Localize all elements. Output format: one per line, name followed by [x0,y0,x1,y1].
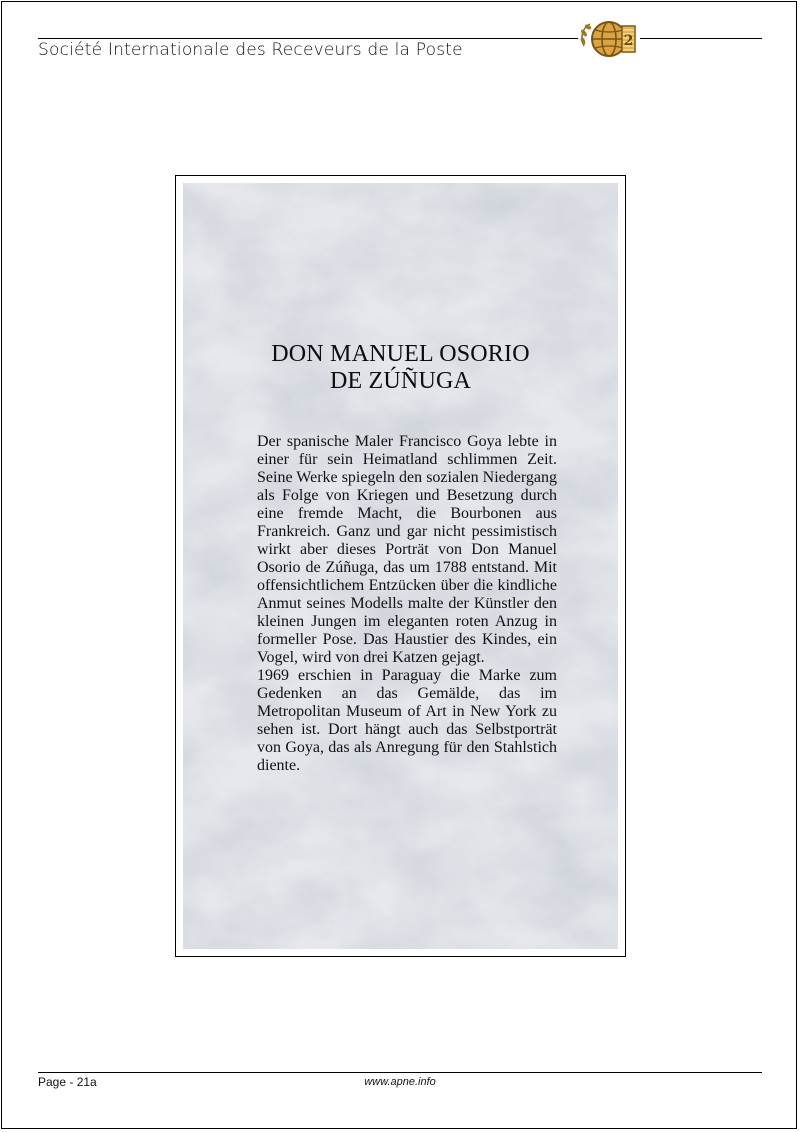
header-title: Société Internationale des Receveurs de la Poste [38,40,463,60]
article-title [183,341,618,395]
article-paragraph-1: Der spanische Maler Francisco Goya lebte in einer für sein Heimatland schlimmen Zeit. Seine Werke spiegeln den sozialen Niedergang als Folge von Kriegen und Besetzung durch eine fremde Macht, die Bourbonen aus Frankreich. Ganz und gar nicht pessimistisch wirkt aber dieses Porträt von Don Manuel Osorio de Zúñuga, das um 1788 entstand. Mit offensichtlichem Entzücken über die kindliche Anmut seines Modells malte der Künstler den kleinen Jungen im eleganten roten Anzug in formeller Pose. Das Haustier des Kindes, ein Vogel, wird von drei Katzen gejagt. [257,433,557,666]
page-number: Page - 21a [38,1075,97,1089]
globe-emblem-icon [578,16,640,62]
article-body [257,433,557,775]
svg-text:2: 2 [623,33,634,49]
footer-rule [38,1072,762,1073]
article-title-line2: DE ZÚÑUGA [329,368,472,394]
header-rule-right [640,38,762,39]
article-title-line1: DON MANUEL OSORIO [271,341,530,367]
marble-background [183,183,618,949]
website-link[interactable]: www.apne.info [364,1076,436,1088]
article-card [175,175,626,957]
header-rule [38,38,578,39]
article-paragraph-2: 1969 erschien in Paraguay die Marke zum Gedenken an das Gemälde, das im Metropolitan Museum of Art in New York zu sehen ist. Dort hängt auch das Selbstporträt von Goya, das als Anregung für den Stahlstich diente. [257,667,557,774]
